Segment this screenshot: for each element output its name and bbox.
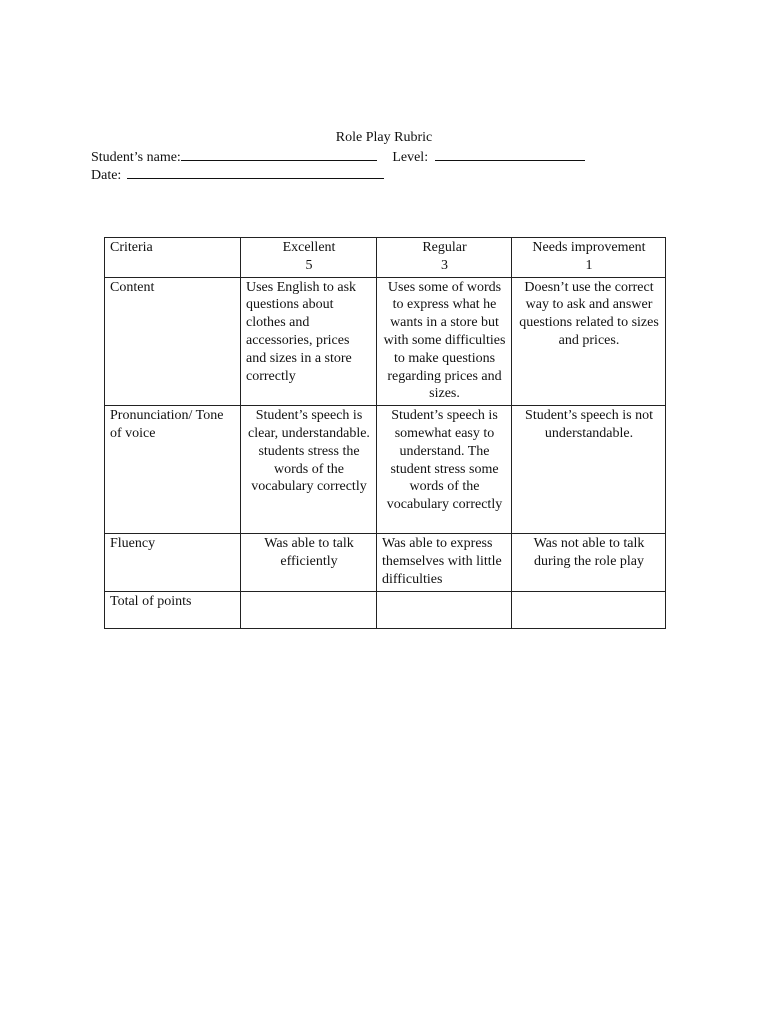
regular-points-cell[interactable]	[377, 591, 512, 628]
excellent-cell: Student’s speech is clear, understandable. students stress the words of the vocabulary correctly	[241, 406, 377, 534]
criteria-cell: Fluency	[105, 534, 241, 591]
criteria-cell: Content	[105, 277, 241, 406]
needs-improvement-cell: Was not able to talk during the role play	[512, 534, 666, 591]
criteria-cell: Total of points	[105, 591, 241, 628]
table-row	[105, 591, 666, 628]
student-name-blank[interactable]	[181, 147, 377, 161]
header-label: Needs improvement	[532, 240, 646, 255]
header-criteria	[105, 238, 241, 278]
excellent-cell: Uses English to ask questions about clothes and accessories, prices and sizes in a store correctly	[241, 277, 377, 406]
header-needs-improvement	[512, 238, 666, 278]
excellent-cell: Was able to talk efficiently	[241, 534, 377, 591]
regular-cell: Student’s speech is somewhat easy to understand. The student stress some words of the vocabulary correctly	[377, 406, 512, 534]
page-title: Role Play Rubric	[335, 130, 433, 145]
regular-cell: Was able to express themselves with little difficulties	[377, 534, 512, 591]
date-blank[interactable]	[127, 165, 384, 179]
student-info-line	[91, 147, 585, 167]
header-label: Criteria	[110, 240, 153, 255]
needs-improvement-cell: Student’s speech is not understandable.	[512, 406, 666, 534]
regular-cell: Uses some of words to express what he wants in a store but with some difficulties to make questions regarding prices and sizes.	[377, 277, 512, 406]
criteria-cell: Pronunciation/ Tone of voice	[105, 406, 241, 534]
table-row	[105, 534, 666, 591]
header-regular	[377, 238, 512, 278]
date-label: Date:	[91, 168, 122, 183]
rubric-table	[104, 237, 666, 629]
header-score: 5	[305, 257, 313, 273]
excellent-points-cell[interactable]	[241, 591, 377, 628]
header-label: Excellent	[282, 240, 336, 255]
header-score: 1	[585, 257, 593, 273]
level-label: Level:	[392, 150, 429, 165]
needs-improvement-cell: Doesn’t use the correct way to ask and answer questions related to sizes and prices.	[512, 277, 666, 406]
level-blank[interactable]	[435, 147, 585, 161]
table-header-row	[105, 238, 666, 278]
student-name-label: Student’s name:	[91, 150, 181, 165]
header-score: 3	[441, 257, 448, 273]
date-line	[91, 165, 384, 185]
needs-improvement-points-cell[interactable]	[512, 591, 666, 628]
table-row	[105, 277, 666, 406]
table-row	[105, 406, 666, 534]
header-label: Regular	[422, 240, 467, 255]
header-excellent	[241, 238, 377, 278]
